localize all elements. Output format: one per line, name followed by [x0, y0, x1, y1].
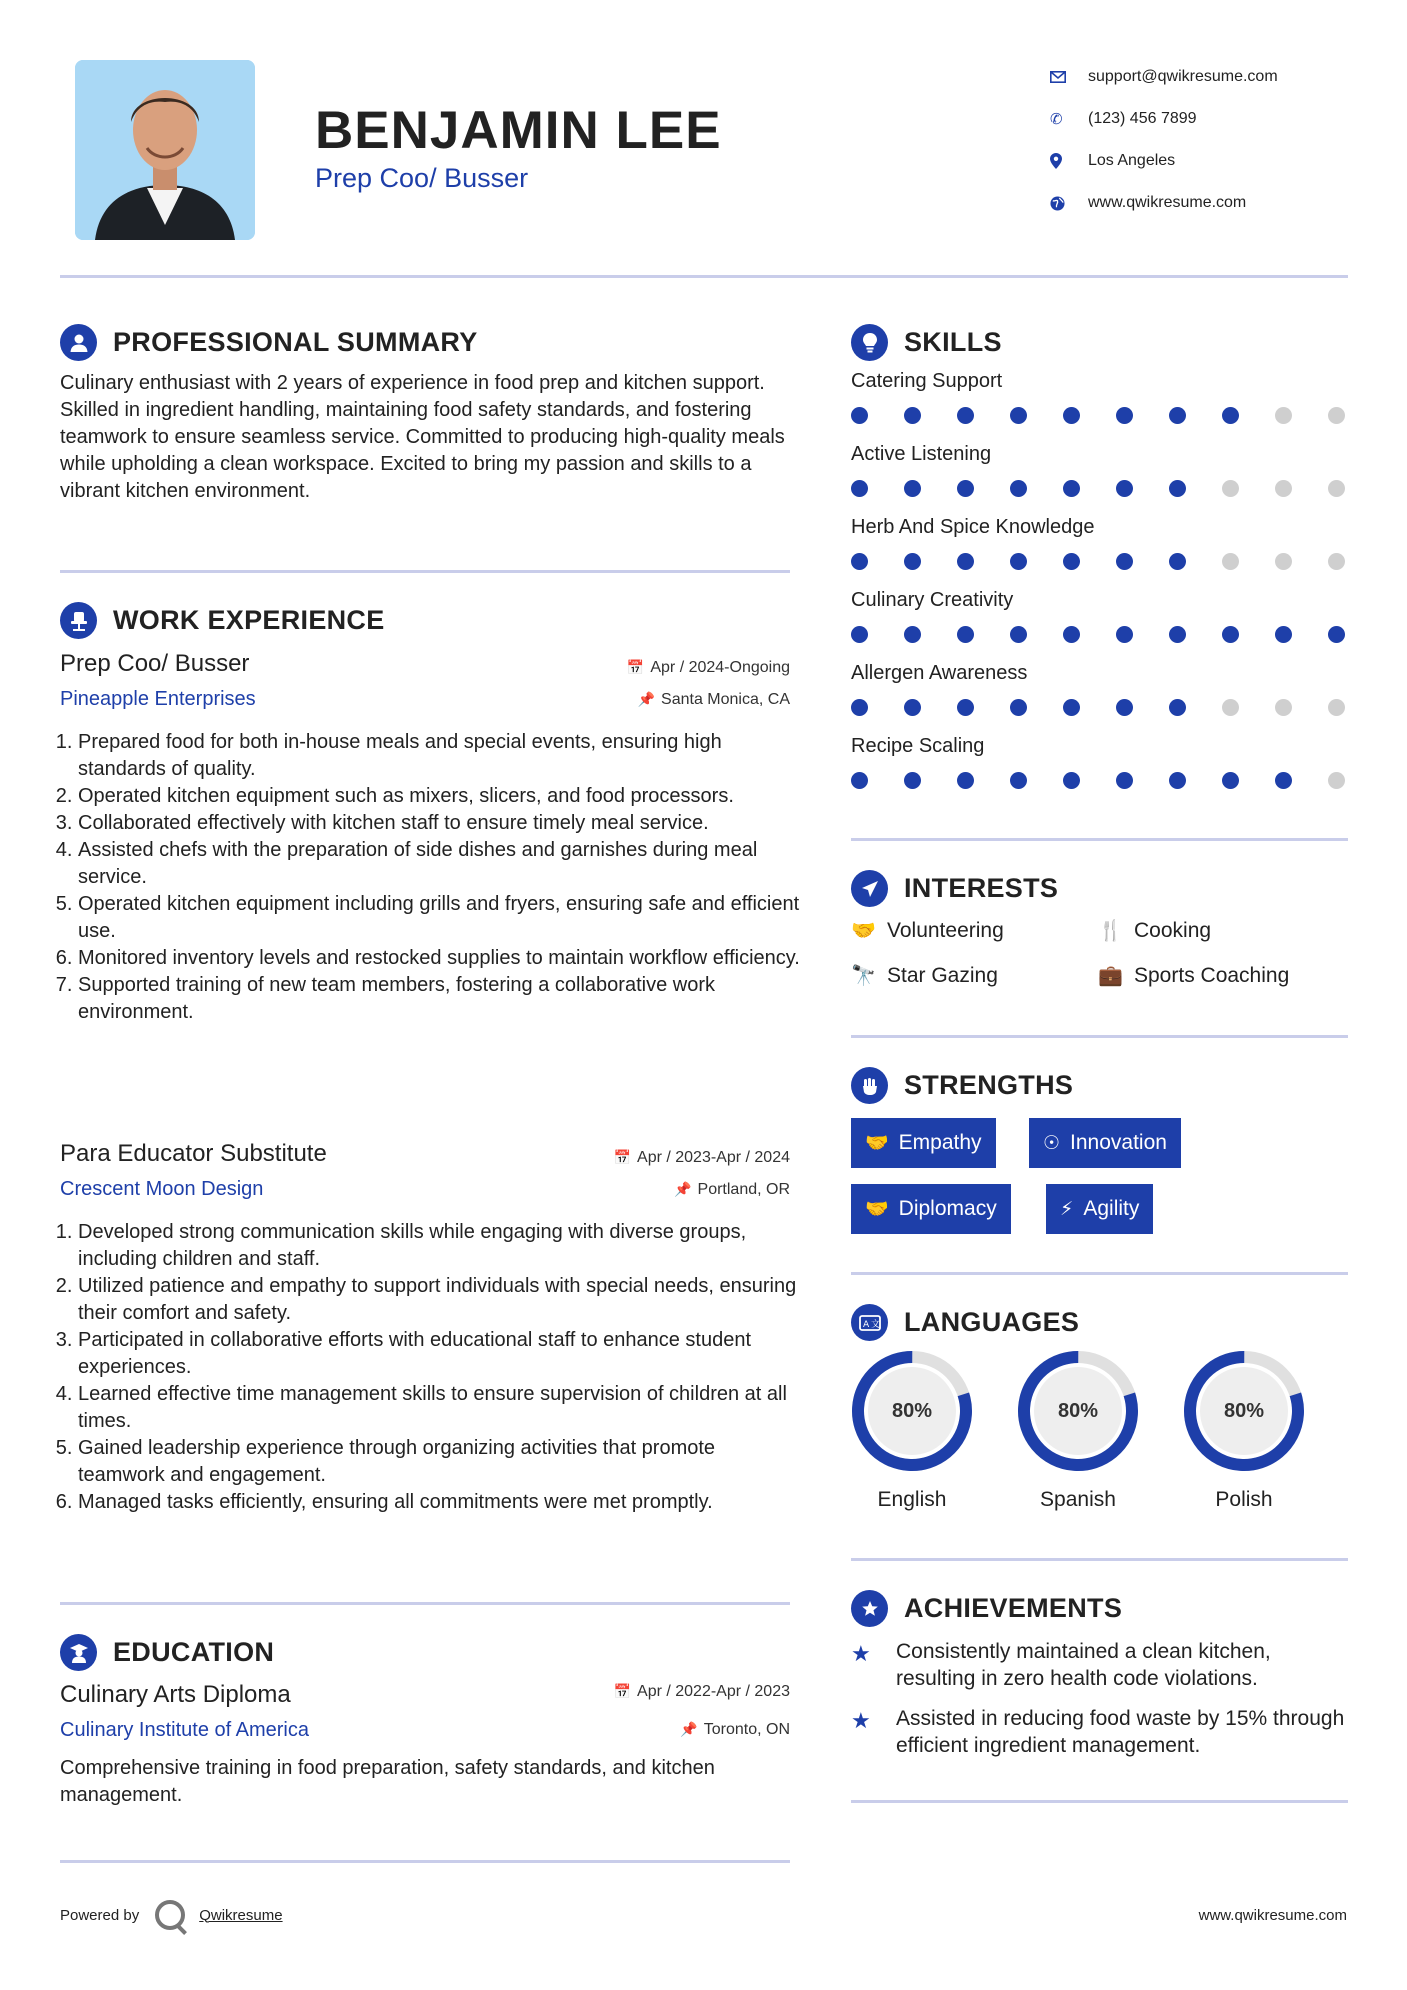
skill-dot — [957, 407, 974, 424]
strengths-divider — [851, 1272, 1348, 1275]
skills-divider — [851, 838, 1348, 841]
skill-dot — [1010, 553, 1027, 570]
skill-dot — [1116, 407, 1133, 424]
list-item: 6. Monitored inventory levels and restocked supplies to maintain workflow efficiency. — [78, 945, 800, 972]
skill-dot — [1328, 553, 1345, 570]
list-item: 6. Managed tasks efficiently, ensuring all commitments were met promptly. — [78, 1489, 800, 1516]
phone-icon: ✆ — [1050, 111, 1063, 128]
svg-text:文: 文 — [870, 1319, 880, 1330]
skill-dot — [1010, 772, 1027, 789]
job-location: 📌 Portland, OR — [674, 1181, 790, 1198]
skill-dot — [904, 480, 921, 497]
skill-dot — [1010, 407, 1027, 424]
language-ring — [1017, 1350, 1139, 1512]
skill-dot — [904, 626, 921, 643]
skill-dot — [1222, 626, 1239, 643]
list-item: 1. Prepared food for both in-house meals and special events, ensuring high standards of quality. — [78, 729, 800, 783]
skill-dot — [1063, 772, 1080, 789]
skill-dot — [1328, 772, 1345, 789]
skill-dot — [1169, 699, 1186, 716]
contact-website[interactable] — [1050, 182, 1380, 224]
svg-text:A: A — [862, 1319, 869, 1330]
lightbulb-icon — [851, 324, 888, 361]
skill-dot — [1063, 407, 1080, 424]
language-name: Spanish — [1040, 1488, 1116, 1511]
education-description: Comprehensive training in food preparation, safety standards, and kitchen management. — [60, 1757, 715, 1806]
pushpin-icon: 📌 — [680, 1721, 698, 1737]
contact-location — [1050, 140, 1380, 182]
paper-plane-icon — [851, 870, 888, 907]
list-item: 2. Utilized patience and empathy to support individuals with special needs, ensuring their comfort and safety. — [78, 1273, 800, 1327]
list-item: 4. Assisted chefs with the preparation of side dishes and garnishes during meal service. — [78, 837, 800, 891]
skill-dot — [851, 553, 868, 570]
skill-dot — [851, 699, 868, 716]
skill-rating — [851, 699, 1345, 716]
skill-dot — [1275, 772, 1292, 789]
list-item: 3. Collaborated effectively with kitchen staff to ensure timely meal service. — [78, 810, 800, 837]
skill-dot — [1328, 626, 1345, 643]
work-heading: WORK EXPERIENCE — [60, 602, 385, 639]
skill-dot — [1275, 699, 1292, 716]
skill-dot — [1116, 626, 1133, 643]
skill-dot — [1063, 553, 1080, 570]
contact-email[interactable] — [1050, 56, 1380, 98]
user-icon — [60, 324, 97, 361]
skill-dot — [1222, 480, 1239, 497]
star-icon: ★ — [851, 1641, 871, 1666]
job-dates: 📅 Apr / 2024-Ongoing — [626, 659, 790, 676]
skill-dot — [1222, 553, 1239, 570]
footer-powered-by — [60, 1900, 283, 1930]
skill-rating — [851, 407, 1345, 424]
envelope-icon — [1050, 71, 1088, 83]
strength-chip-diplomacy: 🤝 Diplomacy — [851, 1184, 1011, 1234]
skill-name: Catering Support — [851, 370, 1003, 392]
contact-phone-text: (123) 456 7899 — [1088, 110, 1197, 127]
language-percent: 80% — [891, 1399, 933, 1422]
skill-dot — [904, 772, 921, 789]
education-location: 📌 Toronto, ON — [680, 1721, 790, 1738]
list-item: 5. Operated kitchen equipment including grills and fryers, ensuring safe and efficient use. — [78, 891, 800, 945]
summary-heading: PROFESSIONAL SUMMARY — [60, 324, 478, 361]
interests-heading: INTERESTS — [851, 870, 1058, 907]
skill-rating — [851, 480, 1345, 497]
strength-chip-empathy: 🤝 Empathy — [851, 1118, 996, 1168]
school-name: Culinary Institute of America — [60, 1719, 309, 1741]
strength-chip-innovation: ☉ Innovation — [1029, 1118, 1181, 1168]
bolt-icon: ⚡ — [1060, 1198, 1074, 1220]
education-divider — [60, 1860, 790, 1863]
skill-name: Recipe Scaling — [851, 735, 985, 757]
skill-dot — [1328, 699, 1345, 716]
skill-dot — [851, 772, 868, 789]
skill-name: Culinary Creativity — [851, 589, 1014, 611]
candidate-name: BENJAMIN LEE — [315, 101, 722, 160]
achievements-heading: ACHIEVEMENTS — [851, 1590, 1122, 1627]
skill-dot — [1010, 699, 1027, 716]
qwikresume-link[interactable]: Qwikresume — [199, 1906, 283, 1924]
star-icon: ★ — [851, 1708, 871, 1733]
list-item: 3. Participated in collaborative efforts with educational staff to enhance student experiences. — [78, 1327, 800, 1381]
interest-sports-coaching: 💼 Sports Coaching — [1098, 963, 1290, 987]
skill-dot — [1328, 480, 1345, 497]
skill-dot — [851, 480, 868, 497]
contact-phone[interactable] — [1050, 98, 1380, 140]
skill-name: Active Listening — [851, 443, 992, 465]
skills-heading: SKILLS — [851, 324, 1002, 361]
skill-dot — [957, 772, 974, 789]
skill-dot — [1116, 553, 1133, 570]
skill-dot — [1063, 626, 1080, 643]
badge-star-icon — [851, 1590, 888, 1627]
language-percent: 80% — [1223, 1399, 1265, 1422]
summary-text: Culinary enthusiast with 2 years of experience in food prep and kitchen support. Skilled in ingredient handling, maintaining food safety standards, and fostering teamwork to ensure seamless service. Committed to producing high-quality meals while upholding a clean workspace. Excited to bring my passion and skills to a vibrant kitchen environment. — [60, 372, 785, 502]
degree-title: Culinary Arts Diploma — [60, 1681, 291, 1708]
language-name: English — [877, 1488, 947, 1511]
work-divider — [60, 1602, 790, 1605]
skill-dot — [1010, 480, 1027, 497]
skill-dot — [1169, 407, 1186, 424]
list-item: 1. Developed strong communication skills while engaging with diverse groups, including children and staff. — [78, 1219, 800, 1273]
skill-dot — [1222, 699, 1239, 716]
interest-star-gazing: 🔭 Star Gazing — [851, 963, 998, 987]
skill-dot — [904, 699, 921, 716]
candidate-title: Prep Coo/ Busser — [315, 163, 529, 193]
profile-photo — [75, 60, 255, 240]
calendar-icon: 📅 — [613, 1683, 632, 1699]
job-title: Para Educator Substitute — [60, 1140, 327, 1167]
summary-divider — [60, 570, 790, 573]
job-responsibilities — [60, 1219, 800, 1516]
contact-website-text: www.qwikresume.com — [1088, 194, 1247, 211]
skill-dot — [1116, 699, 1133, 716]
skill-dot — [1169, 480, 1186, 497]
skill-dot — [957, 480, 974, 497]
fist-icon — [851, 1067, 888, 1104]
powered-by-label: Powered by — [60, 1906, 140, 1924]
contact-location-text: Los Angeles — [1088, 152, 1176, 169]
contact-list — [1050, 56, 1380, 224]
handshake-icon: 🤝 — [865, 1133, 889, 1154]
skill-rating — [851, 626, 1345, 643]
skill-dot — [957, 553, 974, 570]
calendar-icon: 📅 — [626, 659, 645, 675]
job-location: 📌 Santa Monica, CA — [637, 691, 790, 708]
footer-website-link[interactable]: www.qwikresume.com — [1198, 1907, 1347, 1924]
language-name: Polish — [1215, 1488, 1273, 1511]
lightbulb-icon: ☉ — [1043, 1132, 1061, 1154]
map-pin-icon — [1050, 153, 1088, 169]
achievement-item: ★ Consistently maintained a clean kitchen, resulting in zero health code violations. — [851, 1640, 1271, 1690]
job-dates: 📅 Apr / 2023-Apr / 2024 — [613, 1149, 790, 1166]
skill-dot — [957, 626, 974, 643]
handshake-icon: 🤝 — [865, 1199, 889, 1220]
achievement-item: ★ Assisted in reducing food waste by 15% through efficient ingredient management. — [851, 1707, 1345, 1757]
skill-dot — [1275, 553, 1292, 570]
skill-rating — [851, 553, 1345, 570]
language-ring — [1183, 1350, 1305, 1512]
job-responsibilities — [60, 729, 800, 1026]
skill-dot — [1063, 480, 1080, 497]
chair-icon — [60, 602, 97, 639]
skill-dot — [904, 407, 921, 424]
skill-dot — [1275, 407, 1292, 424]
list-item: 2. Operated kitchen equipment such as mixers, slicers, and food processors. — [78, 783, 800, 810]
strengths-heading: STRENGTHS — [851, 1067, 1073, 1104]
skill-dot — [851, 626, 868, 643]
education-heading: EDUCATION — [60, 1634, 274, 1671]
graduate-icon — [60, 1634, 97, 1671]
telescope-icon: 🔭 — [851, 965, 876, 987]
pushpin-icon: 📌 — [674, 1181, 692, 1197]
interest-cooking: 🍴 Cooking — [1098, 918, 1212, 942]
language-icon — [851, 1304, 888, 1341]
globe-icon — [1050, 196, 1088, 211]
skill-dot — [1222, 772, 1239, 789]
skill-rating — [851, 772, 1345, 789]
interest-volunteering: 🤝 Volunteering — [851, 918, 1004, 942]
skill-dot — [1116, 772, 1133, 789]
skill-dot — [904, 553, 921, 570]
strength-chip-agility: ⚡ Agility — [1046, 1184, 1153, 1234]
skill-dot — [1169, 626, 1186, 643]
list-item: 4. Learned effective time management skills to ensure supervision of children at all times. — [78, 1381, 800, 1435]
skill-dot — [1222, 407, 1239, 424]
skill-name: Herb And Spice Knowledge — [851, 516, 1095, 538]
briefcase-icon: 💼 — [1098, 965, 1123, 987]
skill-dot — [957, 699, 974, 716]
language-ring — [851, 1350, 973, 1512]
job-company: Pineapple Enterprises — [60, 688, 256, 710]
calendar-icon: 📅 — [613, 1149, 632, 1165]
qwikresume-logo-icon — [155, 1900, 185, 1930]
interests-divider — [851, 1035, 1348, 1038]
contact-email-text: support@qwikresume.com — [1088, 68, 1278, 85]
languages-divider — [851, 1558, 1348, 1561]
list-item: 7. Supported training of new team members, fostering a collaborative work environment. — [78, 972, 800, 1026]
skill-dot — [1275, 626, 1292, 643]
achievements-divider — [851, 1800, 1348, 1803]
list-item: 5. Gained leadership experience through organizing activities that promote teamwork and engagement. — [78, 1435, 800, 1489]
skill-dot — [1275, 480, 1292, 497]
job-title: Prep Coo/ Busser — [60, 650, 250, 677]
skill-dot — [1169, 553, 1186, 570]
job-company: Crescent Moon Design — [60, 1178, 264, 1200]
skill-dot — [851, 407, 868, 424]
skill-dot — [1116, 480, 1133, 497]
skill-dot — [1328, 407, 1345, 424]
languages-heading: A 文 LANGUAGES — [851, 1304, 1079, 1341]
education-dates: 📅 Apr / 2022-Apr / 2023 — [613, 1683, 790, 1700]
skill-name: Allergen Awareness — [851, 662, 1028, 684]
header-divider — [60, 275, 1348, 278]
skill-dot — [1010, 626, 1027, 643]
pushpin-icon: 📌 — [637, 691, 656, 707]
language-percent: 80% — [1057, 1399, 1099, 1422]
handshake-icon: 🤝 — [851, 920, 876, 942]
utensils-icon: 🍴 — [1098, 920, 1123, 942]
skill-dot — [1063, 699, 1080, 716]
skill-dot — [1169, 772, 1186, 789]
